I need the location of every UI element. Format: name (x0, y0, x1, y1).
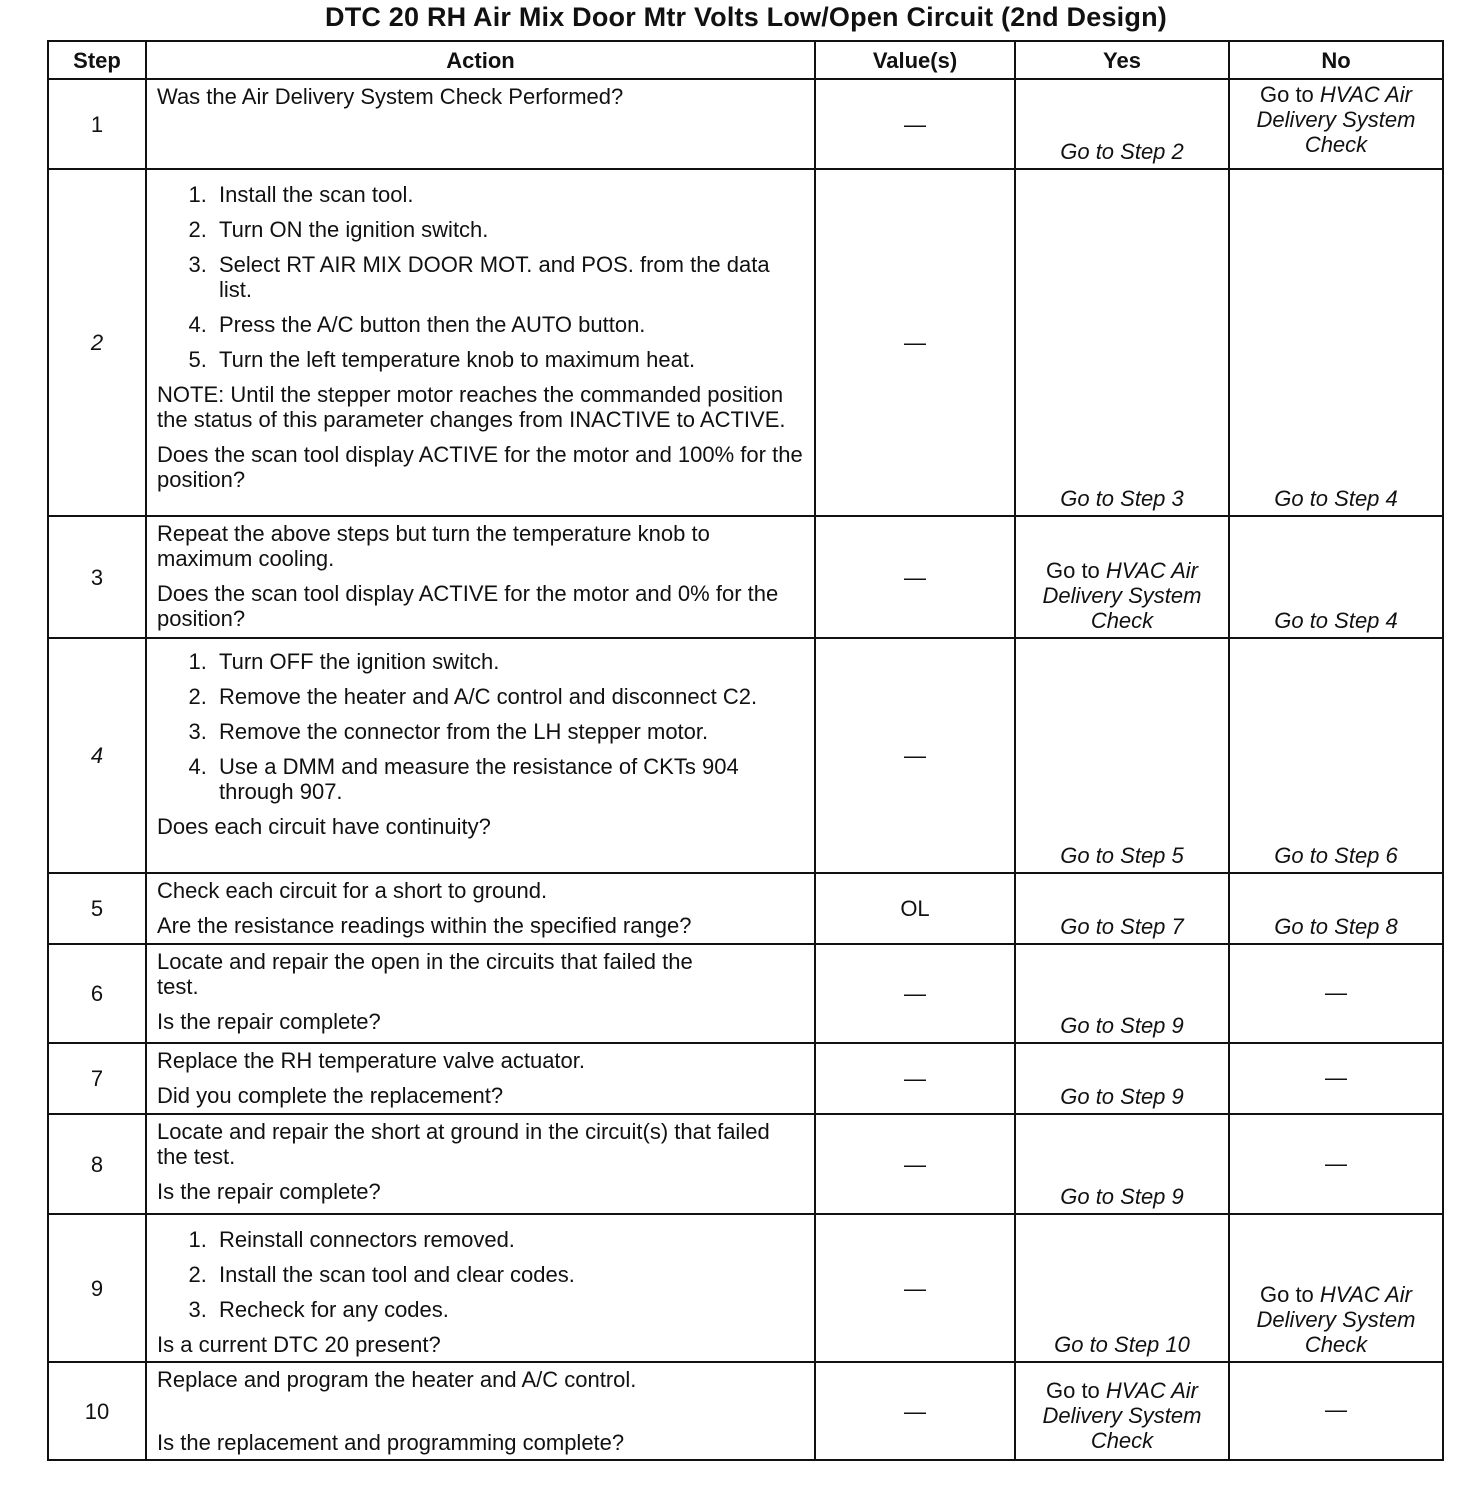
action-question: Is the repair complete? (157, 1179, 381, 1204)
action-instruction: Check each circuit for a short to ground. (157, 878, 548, 903)
no-cell (1229, 516, 1443, 638)
action-question: Is the replacement and programming complete? (157, 1430, 625, 1455)
table-row (48, 944, 1443, 1043)
list-item: 3. Recheck for any codes. (213, 1297, 804, 1322)
step-number: 8 (48, 1114, 146, 1214)
header-yes: Yes (1015, 41, 1229, 79)
step-number: 5 (48, 873, 146, 944)
step-number: 9 (48, 1214, 146, 1362)
yes-link: Go to Step 7 (1060, 914, 1184, 939)
value-cell: — (815, 1043, 1015, 1114)
yes-link: Go to HVAC Air Delivery System Check (1042, 558, 1202, 633)
no-cell (1229, 1214, 1443, 1362)
yes-link: Go to Step 9 (1060, 1013, 1184, 1038)
page-title: DTC 20 RH Air Mix Door Mtr Volts Low/Open Circuit (2nd Design) (325, 2, 1167, 32)
action-cell (146, 1043, 815, 1114)
value-cell: — (815, 79, 1015, 169)
header-no: No (1229, 41, 1443, 79)
action-question: Is a current DTC 20 present? (157, 1332, 441, 1357)
action-instruction: Locate and repair the open in the circuits that failed the test. (157, 949, 693, 999)
table-row (48, 1362, 1443, 1460)
header-row (48, 41, 1443, 79)
step-number: 7 (48, 1043, 146, 1114)
yes-cell (1015, 516, 1229, 638)
action-question: Are the resistance readings within the specified range? (157, 913, 692, 938)
action-cell (146, 1214, 815, 1362)
no-link: Go to HVAC Air Delivery System Check (1256, 1282, 1416, 1357)
value-cell: — (815, 638, 1015, 873)
yes-cell (1015, 79, 1229, 169)
table-row (48, 516, 1443, 638)
diagnostic-table (47, 40, 1444, 1461)
step-number: 2 (48, 169, 146, 516)
table-row (48, 169, 1443, 516)
list-item: 1. Reinstall connectors removed. (213, 1227, 804, 1252)
no-cell (1229, 79, 1443, 169)
action-cell (146, 944, 815, 1043)
value-cell: — (815, 944, 1015, 1043)
table-row (48, 638, 1443, 873)
action-question: Does each circuit have continuity? (157, 814, 491, 839)
value-text: OL (900, 896, 930, 921)
no-link: Go to Step 4 (1274, 486, 1398, 511)
header-step: Step (48, 41, 146, 79)
yes-cell (1015, 1362, 1229, 1460)
action-note: NOTE: Until the stepper motor reaches the commanded position the status of this parameter changes from INACTIVE to ACTIVE. (157, 382, 786, 432)
action-cell (146, 1114, 815, 1214)
yes-cell (1015, 638, 1229, 873)
action-cell (146, 169, 815, 516)
no-cell (1229, 1114, 1443, 1214)
action-instruction: Repeat the above steps but turn the temperature knob to maximum cooling. (157, 521, 710, 571)
table-row (48, 79, 1443, 169)
value-cell: — (815, 516, 1015, 638)
yes-cell (1015, 1214, 1229, 1362)
yes-link: Go to HVAC Air Delivery System Check (1042, 1378, 1202, 1453)
table-row (48, 1214, 1443, 1362)
list-item: 3. Select RT AIR MIX DOOR MOT. and POS. from the data list. (213, 252, 804, 302)
no-link: — (1325, 1065, 1347, 1090)
no-link: — (1325, 1150, 1347, 1176)
procedure-list (157, 182, 804, 372)
value-cell: — (815, 169, 1015, 516)
no-link: Go to Step 8 (1274, 914, 1398, 939)
step-number: 3 (48, 516, 146, 638)
action-cell (146, 516, 815, 638)
yes-link: Go to Step 9 (1060, 1084, 1184, 1109)
value-cell (815, 873, 1015, 944)
action-question: Did you complete the replacement? (157, 1083, 504, 1108)
value-cell: — (815, 1362, 1015, 1460)
table-row (48, 1043, 1443, 1114)
step-number: 10 (48, 1362, 146, 1460)
yes-cell (1015, 873, 1229, 944)
step-number: 4 (48, 638, 146, 873)
value-cell: — (815, 1114, 1015, 1214)
yes-cell (1015, 944, 1229, 1043)
list-item: 3. Remove the connector from the LH stepper motor. (213, 719, 804, 744)
header-values: Value(s) (815, 41, 1015, 79)
value-cell: — (815, 1214, 1015, 1362)
list-item: 1. Turn OFF the ignition switch. (213, 649, 804, 674)
action-instruction: Locate and repair the short at ground in the circuit(s) that failed the test. (157, 1119, 770, 1169)
no-cell (1229, 638, 1443, 873)
yes-cell (1015, 169, 1229, 516)
action-instruction: Replace and program the heater and A/C control. (157, 1367, 637, 1392)
no-link: — (1325, 1396, 1347, 1422)
yes-link: Go to Step 3 (1060, 486, 1184, 511)
list-item: 2. Turn ON the ignition switch. (213, 217, 804, 242)
no-cell (1229, 1362, 1443, 1460)
action-question: Does the scan tool display ACTIVE for the motor and 0% for the position? (157, 581, 779, 631)
action-cell (146, 638, 815, 873)
list-item: 2. Remove the heater and A/C control and disconnect C2. (213, 684, 804, 709)
no-link: Go to HVAC Air Delivery System Check (1256, 82, 1416, 157)
action-cell (146, 1362, 815, 1460)
yes-cell (1015, 1114, 1229, 1214)
yes-link: Go to Step 2 (1060, 139, 1184, 164)
table-row (48, 873, 1443, 944)
no-link: Go to Step 4 (1274, 608, 1398, 633)
action-cell (146, 79, 815, 169)
action-question: Was the Air Delivery System Check Performed? (157, 84, 624, 109)
list-item: 4. Use a DMM and measure the resistance of CKTs 904 through 907. (213, 754, 804, 804)
action-instruction: Replace the RH temperature valve actuator. (157, 1048, 586, 1073)
no-link: Go to Step 6 (1274, 843, 1398, 868)
action-question: Does the scan tool display ACTIVE for the motor and 100% for the position? (157, 442, 803, 492)
header-action: Action (146, 41, 815, 79)
no-link: — (1325, 980, 1347, 1005)
no-cell (1229, 873, 1443, 944)
yes-link: Go to Step 5 (1060, 843, 1184, 868)
no-cell (1229, 944, 1443, 1043)
list-item: 2. Install the scan tool and clear codes. (213, 1262, 804, 1287)
action-cell (146, 873, 815, 944)
yes-link: Go to Step 9 (1060, 1184, 1184, 1209)
step-number: 6 (48, 944, 146, 1043)
procedure-list (157, 649, 804, 804)
yes-link: Go to Step 10 (1054, 1332, 1190, 1357)
list-item: 1. Install the scan tool. (213, 182, 804, 207)
no-cell (1229, 169, 1443, 516)
action-question: Is the repair complete? (157, 1009, 381, 1034)
procedure-list (157, 1227, 804, 1322)
list-item: 5. Turn the left temperature knob to maximum heat. (213, 347, 804, 372)
step-number: 1 (48, 79, 146, 169)
yes-cell (1015, 1043, 1229, 1114)
table-row (48, 1114, 1443, 1214)
list-item: 4. Press the A/C button then the AUTO button. (213, 312, 804, 337)
no-cell (1229, 1043, 1443, 1114)
